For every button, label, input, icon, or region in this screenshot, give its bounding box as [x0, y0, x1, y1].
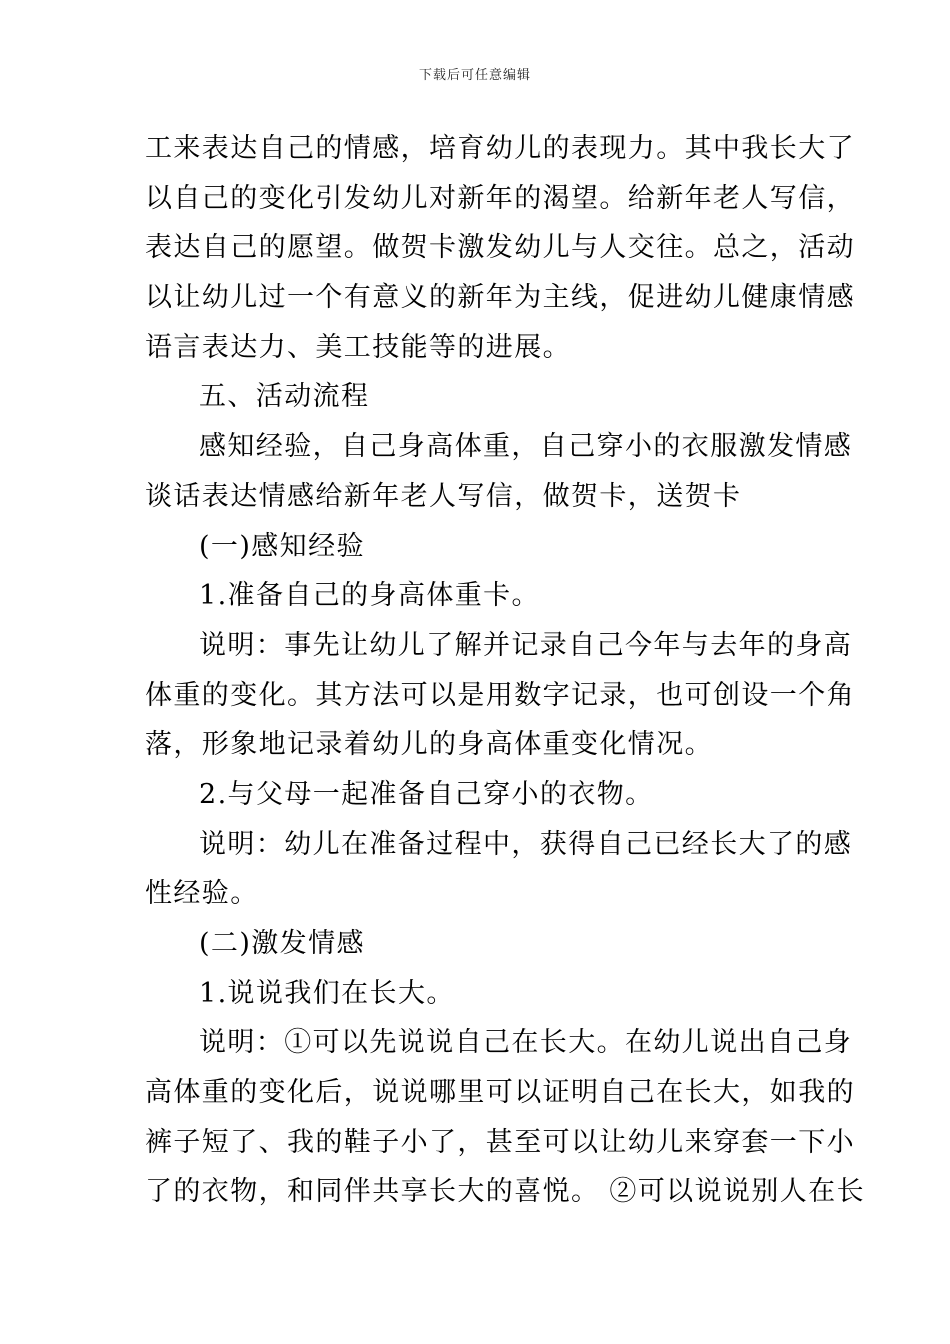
- page-header: 下载后可任意编辑: [418, 68, 531, 83]
- paragraph-line: 谈话表达情感给新年老人写信，做贺卡，送贺卡: [145, 480, 742, 512]
- paragraph-line: 感知经验，自己身高体重，自己穿小的衣服激发情感: [199, 431, 853, 463]
- document-body: [145, 124, 865, 1217]
- paragraph-line: 说明：幼儿在准备过程中，获得自己已经长大了的感: [199, 828, 853, 860]
- paragraph-line: 1.说说我们在长大。: [199, 977, 455, 1009]
- paragraph-line: (二)激发情感: [199, 928, 365, 959]
- paragraph-line: 性经验。: [145, 878, 259, 910]
- paragraph-line: 了的衣物，和同伴共享长大的喜悦。 ②可以说说别人在长: [145, 1176, 865, 1208]
- paragraph-line: 表达自己的愿望。做贺卡激发幼儿与人交往。总之，活动: [145, 232, 855, 264]
- paragraph-line: 语言表达力、美工技能等的进展。: [145, 331, 571, 363]
- paragraph-line: 落，形象地记录着幼儿的身高体重变化情况。: [145, 729, 713, 761]
- paragraph-line: 2.与父母一起准备自己穿小的衣物。: [199, 778, 654, 810]
- paragraph-line: 说明：①可以先说说自己在长大。在幼儿说出自己身: [199, 1027, 853, 1059]
- paragraph-line: 以让幼儿过一个有意义的新年为主线，促进幼儿健康情感: [145, 282, 855, 314]
- paragraph-line: 以自己的变化引发幼儿对新年的渴望。给新年老人写信，: [145, 182, 855, 214]
- paragraph-line: 1.准备自己的身高体重卡。: [199, 580, 540, 612]
- paragraph-line: (一)感知经验: [199, 530, 365, 562]
- paragraph-line: 说明：事先让幼儿了解并记录自己今年与去年的身高: [199, 629, 853, 661]
- paragraph-line: 裤子短了、我的鞋子小了，甚至可以让幼儿来穿套一下小: [145, 1126, 855, 1158]
- paragraph-line: 五、活动流程: [199, 381, 370, 413]
- paragraph-line: 工来表达自己的情感，培育幼儿的表现力。其中我长大了: [145, 133, 855, 164]
- paragraph-line: 体重的变化。其方法可以是用数字记录，也可创设一个角: [145, 679, 855, 711]
- paragraph-line: 高体重的变化后，说说哪里可以证明自己在长大，如我的: [145, 1077, 855, 1109]
